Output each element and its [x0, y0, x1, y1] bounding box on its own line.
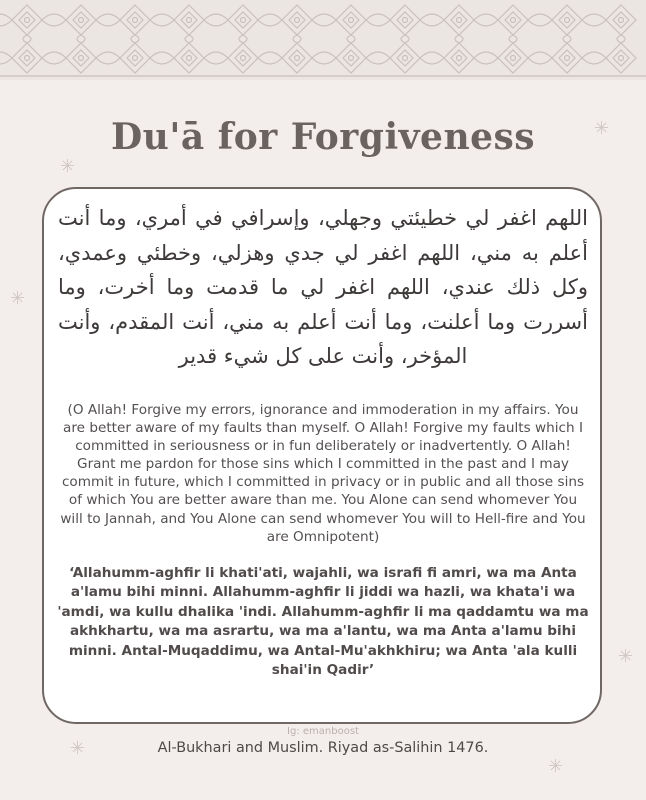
instagram-handle: Ig: emanboost [287, 726, 359, 737]
ornament-pattern [0, 0, 646, 80]
sparkle-icon: ✳ [70, 738, 86, 759]
sparkle-icon: ✳ [548, 756, 564, 777]
hadith-source: Al-Bukhari and Muslim. Riyad as-Salihin 1476. [157, 740, 489, 756]
arabic-dua-text: اللهم اغفر لي خطيئتي وجهلي، وإسرافي في أمري، وما أنت أعلم به مني، اللهم اغفر لي جدي وهزلي، وخطئي وعمدي، وكل ذلك عندي، اللهم اغفر لي ما قدمت وما أخرت، وما أسررت وما أعلنت، وما أنت أعلم به مني، أنت المقدم، وأنت المؤخر، وأنت على كل شيء قدير [58, 206, 588, 368]
ornamental-border [0, 0, 646, 80]
sparkle-icon: ✳ [594, 118, 610, 139]
page-title: Du'ā for Forgiveness [110, 116, 536, 158]
transliteration-text: ‘Allahumm-aghfir li khati'ati, wajahli, wa israfi fi amri, wa ma Anta a'lamu bihi minni. Allahumm-aghfir li jiddi wa hazli, wa khata'i wa 'amdi, wa kullu dhalika 'indi. Allahumm-aghfir li ma qaddamtu wa ma akhkhartu, wa ma asrartu, wa ma a'lantu, wa ma Anta a'lamu bihi minni. Antal-Muqaddimu, wa Antal-Mu'akhkhiru; wa Anta 'ala kulli shai'in Qadir’ [57, 565, 589, 679]
sparkle-icon: ✳ [60, 156, 76, 177]
english-translation: (O Allah! Forgive my errors, ignorance and immoderation in my affairs. You are better aware of my faults than myself. O Allah! Forgive my faults which I committed in seriousness or in fun deliberately or inadvertently. O Allah! Grant me pardon for those sins which I committed in the past and I may commit in future, which I committed in privacy or in public and all those sins of which You are better aware than me. You Alone can send whomever You will to Jannah, and You Alone can send whomever You will to Hell-fire and You are Omnipotent) [60, 402, 586, 545]
sparkle-icon: ✳ [618, 646, 634, 667]
sparkle-icon: ✳ [10, 288, 26, 309]
